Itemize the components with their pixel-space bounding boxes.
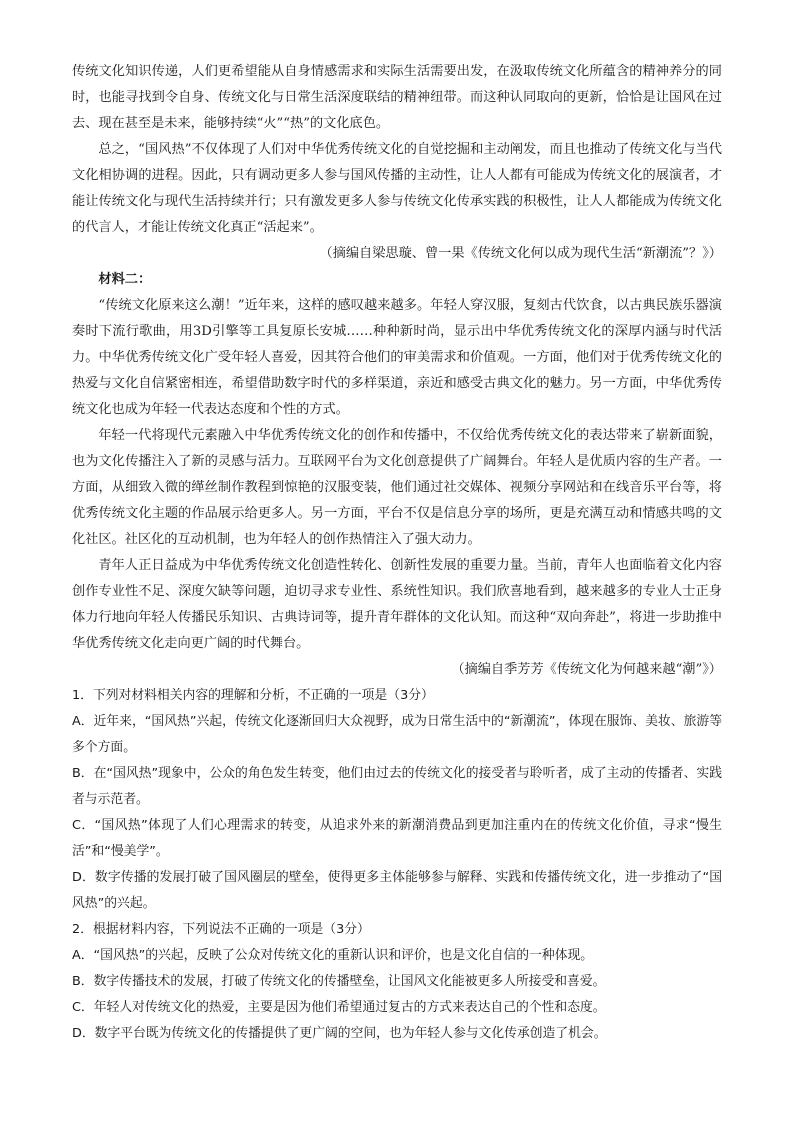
question-2-option-c: C．年轻人对传统文化的热爱，主要是因为他们希望通过复古的方式来表达自己的个性和态度。 xyxy=(72,1000,606,1015)
question-2-option-b: B．数字传播技术的发展，打破了传统文化的传播壁垒，让国风文化能被更多人所接受和喜爱。 xyxy=(72,974,606,989)
question-1-option-d: D．数字传播的发展打破了国风圈层的壁垒，使得更多主体能够参与解释、实践和传播传统文化，进一步推动了“国风热”的兴起。 xyxy=(72,870,722,911)
passage2-paragraph-2: 年轻一代将现代元素融入中华优秀传统文化的创作和传播中，不仅给优秀传统文化的表达带来了崭新面貌，也为文化传播注入了新的灵感与活力。互联网平台为文化创意提供了广阔舞台。年轻人是优质内容的生产者。一方面，从细致入微的缂丝制作教程到惊艳的汉服变装，他们通过社交媒体、视频分享网站和在线音乐平台等，将优秀传统文化主题的作品展示给更多人。另一方面，平台不仅是信息分享的场所，更是充满互动和情感共鸣的文化社区。社区化的互动机制，也为年轻人的创作热情注入了强大动力。 xyxy=(72,428,722,547)
question-1-option-b: B．在“国风热”现象中，公众的角色发生转变，他们由过去的传统文化的接受者与聆听者，成了主动的传播者、实践者与示范者。 xyxy=(72,766,722,807)
question-2-option-d: D．数字平台既为传统文化的传播提供了更广阔的空间，也为年轻人参与文化传承创造了机会。 xyxy=(72,1026,607,1041)
question-2-stem: 2．根据材料内容，下列说法不正确的一项是（3分） xyxy=(72,922,370,937)
passage1-paragraph-end: 传统文化知识传递，人们更希望能从自身情感需求和实际生活需要出发，在汲取传统文化所蕴含的精神养分的同时，也能寻找到令自身、传统文化与日常生活深度联结的精神纽带。而这种认同取向的更新，恰恰是让国风在过去、现在甚至是未来，能够持续“火”“热”的文化底色。 xyxy=(72,64,722,131)
passage2-citation: （摘编自季芳芳《传统文化为何越来越“潮”》） xyxy=(451,662,722,677)
document-page xyxy=(72,59,722,1047)
question-1-option-c: C．“国风热”体现了人们心理需求的转变，从追求外来的新潮消费品到更加注重内在的传统文化价值，寻求“慢生活”和“慢美学”。 xyxy=(72,818,722,859)
question-2-option-a: A．“国风热”的兴起，反映了公众对传统文化的重新认识和评价，也是文化自信的一种体现。 xyxy=(72,948,594,963)
passage2-paragraph-3: 青年人正日益成为中华优秀传统文化创造性转化、创新性发展的重要力量。当前，青年人也面临着文化内容创作专业性不足、深度欠缺等问题，迫切寻求专业性、系统性知识。我们欣喜地看到，越来越多的专业人士正身体力行地向年轻人传播民乐知识、古典诗词等，提升青年群体的文化认知。而这种“双向奔赴”，将进一步助推中华优秀传统文化走向更广阔的时代舞台。 xyxy=(72,558,722,651)
question-1-option-a: A．近年来，“国风热”兴起，传统文化逐渐回归大众视野，成为日常生活中的“新潮流”，体现在服饰、美妆、旅游等多个方面。 xyxy=(72,714,722,755)
passage2-heading: 材料二： xyxy=(98,272,152,287)
passage1-summary-paragraph: 总之，“国风热”不仅体现了人们对中华优秀传统文化的自觉挖掘和主动阐发，而且也推动了传统文化与当代文化相协调的进程。因此，只有调动更多人参与国风传播的主动性，让人人都有可能成为传统文化的展演者，才能让传统文化与现代生活持续并行；只有激发更多人参与传统文化传承实践的积极性，让人人都能成为传统文化的代言人，才能让传统文化真正“活起来”。 xyxy=(72,142,722,235)
passage1-citation: （摘编自梁思璇、曾一果《传统文化何以成为现代生活“新潮流”？》） xyxy=(319,246,722,261)
question-1-stem: 1．下列对材料相关内容的理解和分析，不正确的一项是（3分） xyxy=(72,688,434,703)
passage2-paragraph-1: “传统文化原来这么潮！”近年来，这样的感叹越来越多。年轻人穿汉服，复刻古代饮食，以古典民族乐器演奏时下流行歌曲，用3D引擎等工具复原长安城……种种新时尚，显示出中华优秀传统文化的深厚内涵与时代活力。中华优秀传统文化广受年轻人喜爱，因其符合他们的审美需求和价值观。一方面，他们对于优秀传统文化的热爱与文化自信紧密相连，希望借助数字时代的多样渠道，亲近和感受古典文化的魅力。另一方面，中华优秀传统文化也成为年轻一代表达态度和个性的方式。 xyxy=(72,298,722,417)
